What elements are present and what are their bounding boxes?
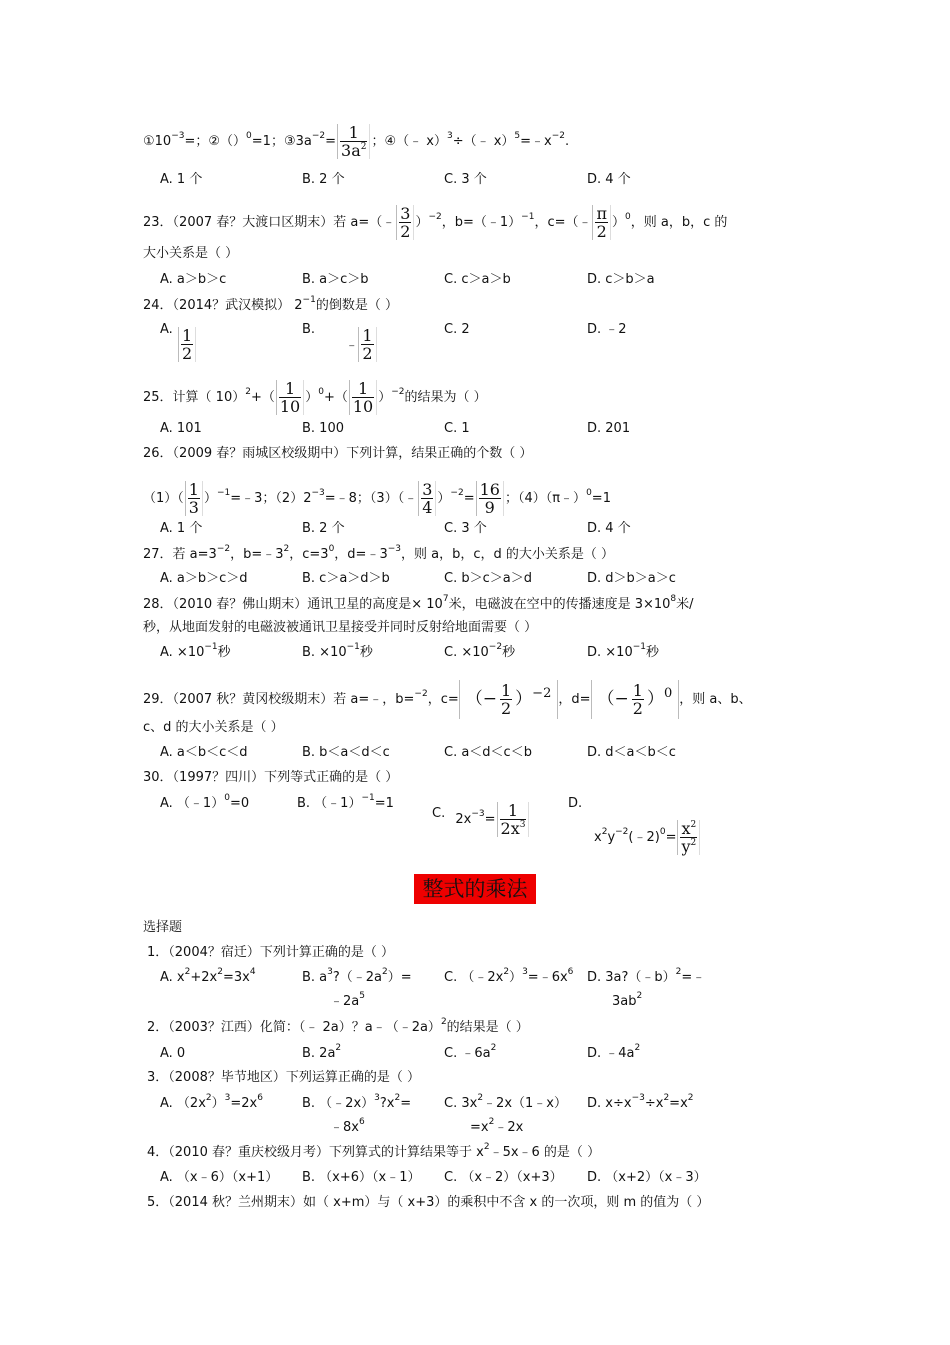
fraction: $\frac{\pi}{2}$: [592, 205, 611, 240]
q22-expression-line: $①10^{-3}=$；②（）$^0$=1；$③3a^{-2}=$ $\frac{1}{3a^2}$ ；④（﹣ x）$^3$÷（﹣ $x)^5=﹣x^{-2}$.: [143, 123, 570, 160]
m3-option-b: B. $(﹣2x)^3?x^2=$: [302, 1093, 412, 1111]
q30-option-d: D. $x^2y^{-2}(﹣2)^0=$ $\frac{x^2}{y^2}$: [568, 796, 582, 812]
q28-stem: 28．（2010 春？佛山期末）通讯卫星的高度是× $10^7$米，电磁波在空中的传播速度是 $3\times 10^8$米/: [143, 594, 694, 612]
fraction: $\frac{3}{4}$: [418, 481, 436, 516]
q22-option-c: C. 3 个: [444, 172, 487, 187]
q30-stem: 30．（1997？四川）下列等式正确的是（ ）: [143, 770, 399, 785]
m1-option-c: C. $(﹣2x^2)^3=﹣6x^6$: [444, 967, 574, 985]
q23-option-d: D. c＞b＞a: [587, 272, 655, 287]
m4-stem: 4．（2010 春？重庆校级月考）下列算式的计算结果等于 $x^2﹣5x﹣6$ 的是（ ）: [147, 1142, 601, 1160]
q25-option-c: C. 1: [444, 421, 470, 436]
q25-option-d: D. 201: [587, 421, 631, 436]
q24-option-a: A. $\frac{1}{2}$: [160, 322, 197, 362]
q24-option-d: D. ﹣2: [587, 322, 627, 337]
q23-option-b: B. a＞c＞b: [302, 272, 369, 287]
fraction: $\frac{x^2}{y^2}$: [677, 820, 700, 855]
q30-option-c: C. $2x^{-3}=$ $\frac{1}{2x^3}$: [432, 796, 530, 831]
q25-stem: 25．计算（ 10）$^2$+（ $\frac{1}{10}$ ）$^0$+（ $\frac{1}{10}$ ）$^{-2}$的结果为（ ）: [143, 379, 487, 416]
m3-option-a: A. $(2x^2)^3=2x^6$: [160, 1093, 263, 1111]
m4-option-b: B. （x+6）（x﹣1）: [302, 1170, 421, 1185]
m3-option-c-line2: $=x^2﹣2x$: [470, 1117, 524, 1135]
q23-option-a: A. a＞b＞c: [160, 272, 227, 287]
m2-stem: 2．（2003？江西）化简：（﹣ 2a）？a﹣（﹣2a）$^2$的结果是（ ）: [147, 1017, 529, 1035]
power-expression-c: （− $\frac{1}{2}$ ）$^{-2}$: [459, 680, 559, 719]
q26-expression-line: （1）（ $\frac{1}{3}$ ）$^{-1}$=﹣3；$(2)2^{-3}=﹣8$；（3）（﹣ $\frac{3}{4}$ ）$^{-2}$= $\frac{16}{9}$ ；（4）（π﹣）$^0$=1: [143, 480, 611, 517]
fraction: $\frac{3}{2}$: [396, 205, 414, 240]
q26-option-d: D. 4 个: [587, 521, 631, 536]
q26-option-b: B. 2 个: [302, 521, 345, 536]
q26-option-a: A. 1 个: [160, 521, 203, 536]
subheading: 选择题: [143, 920, 183, 935]
m2-option-d: D. $﹣4a^2$: [587, 1043, 641, 1061]
q27-option-b: B. c＞a＞d＞b: [302, 571, 390, 586]
m1-option-d: D. 3a?（﹣b）$^2$=﹣: [587, 967, 706, 985]
q29-option-a: A. a＜b＜c＜d: [160, 745, 248, 760]
q29-stem: 29．（2007 秋？黄冈校级期末）若 a=﹣，b=$^{-2}$，c= （− $\frac{1}{2}$ ）$^{-2}$ ，d= （− $\frac{1}{2}$ ）$^0$ ，则 a、b、: [143, 681, 752, 718]
q26-option-c: C. 3 个: [444, 521, 487, 536]
m3-option-b-line2: $﹣8x^6$: [330, 1117, 365, 1135]
m3-stem: 3．（2008？毕节地区）下列运算正确的是（ ）: [147, 1070, 420, 1085]
q28-option-a: A. $\times 10^{-1}$秒: [160, 642, 231, 660]
fraction: $\frac{1}{10}$: [349, 380, 377, 415]
m1-option-a: A. $x^2+2x^2=3x^4$: [160, 967, 256, 985]
m3-option-c: C. $3x^2﹣2x(1﹣x)$: [444, 1093, 567, 1111]
m2-option-b: B. $2a^2$: [302, 1043, 342, 1061]
q28-option-d: D. $\times 10^{-1}$秒: [587, 642, 660, 660]
q23-option-c: C. c＞a＞b: [444, 272, 511, 287]
q22-option-b: B. 2 个: [302, 172, 345, 187]
m2-option-c: C. $﹣6a^2$: [444, 1043, 497, 1061]
q26-stem: 26．（2009 春？雨城区校级期中）下列计算，结果正确的个数（ ）: [143, 446, 533, 461]
fraction: $\frac{1}{2}$: [632, 681, 643, 718]
fraction: $\frac{1}{10}$: [276, 380, 304, 415]
section-title: 整式的乘法: [414, 874, 536, 904]
q24-stem: 24．（2014？武汉模拟） $2^{-1}$的倒数是（ ）: [143, 295, 398, 313]
m1-option-b: B. $a^3?(﹣2a^2)=$: [302, 967, 412, 985]
q25-option-b: B. 100: [302, 421, 344, 436]
q29-option-b: B. b＜a＜d＜c: [302, 745, 390, 760]
fraction: $\frac{1}{3}$: [185, 481, 203, 516]
m3-option-d: D. $x\div x^{-3}\div x^2=x^2$: [587, 1093, 694, 1111]
m1-stem: 1．（2004？宿迁）下列计算正确的是（ ）: [147, 945, 394, 960]
q22-option-d: D. 4 个: [587, 172, 631, 187]
q24-option-b: B. ﹣ $\frac{1}{2}$: [302, 322, 378, 362]
fraction: $\frac{1}{2}$: [178, 327, 196, 362]
power-expression-d: （− $\frac{1}{2}$ ）$^0$: [591, 680, 680, 719]
q27-option-c: C. b＞c＞a＞d: [444, 571, 532, 586]
fraction: $\frac{1}{2x^3}$: [497, 802, 530, 837]
q30-option-b: B. （﹣1）$^{-1}$=1: [297, 793, 394, 811]
q28-option-b: B. $\times 10^{-1}$秒: [302, 642, 373, 660]
q25-option-a: A. 101: [160, 421, 202, 436]
q23-stem: 23．（2007 春？大渡口区期末）若 a=（﹣ $\frac{3}{2}$ ）$^{-2}$，b=（﹣1）$^{-1}$，c=（﹣ $\frac{\pi}{2}$ ）$^0$，则 a，b，c 的: [143, 204, 728, 241]
m4-option-d: D. （x+2）（x﹣3）: [587, 1170, 707, 1185]
fraction: $\frac{1}{2}$: [358, 327, 376, 362]
q23-stem-line2: 大小关系是（ ）: [143, 246, 239, 261]
q29-option-c: C. a＜d＜c＜b: [444, 745, 532, 760]
q28-stem-line2: 秒，从地面发射的电磁波被通讯卫星接受并同时反射给地面需要（ ）: [143, 620, 538, 635]
fraction: $\frac{1}{2}$: [500, 681, 512, 718]
q27-option-d: D. d＞b＞a＞c: [587, 571, 676, 586]
m2-option-a: A. 0: [160, 1046, 186, 1061]
q24-option-c: C. 2: [444, 322, 470, 337]
m1-option-d-line2: $3ab^2$: [612, 991, 643, 1009]
m1-option-b-line2: $﹣2a^5$: [330, 991, 365, 1009]
m5-stem: 5．（2014 秋？兰州期末）如（ x+m）与（ x+3）的乘积中不含 x 的一次项，则 m 的值为（ ）: [147, 1195, 710, 1210]
fraction: $\frac{1}{3a^2}$: [337, 124, 370, 159]
q30-option-a: A. （﹣1）$^0$=0: [160, 793, 250, 811]
q29-option-d: D. d＜a＜b＜c: [587, 745, 676, 760]
fraction: $\frac{16}{9}$: [476, 481, 504, 516]
m4-option-c: C. （x﹣2）（x+3）: [444, 1170, 563, 1185]
q29-stem-line2: c、d 的大小关系是（ ）: [143, 720, 284, 735]
q27-stem: 27．若 $a=3^{-2}$，$b=﹣3^2$，$c=3^0$，$d=﹣3^{-3}$，则 a，b，c，d 的大小关系是（ ）: [143, 544, 615, 562]
q22-option-a: A. 1 个: [160, 172, 203, 187]
q28-option-c: C. $\times 10^{-2}$秒: [444, 642, 516, 660]
m4-option-a: A. （x﹣6）（x+1）: [160, 1170, 279, 1185]
q27-option-a: A. a＞b＞c＞d: [160, 571, 248, 586]
